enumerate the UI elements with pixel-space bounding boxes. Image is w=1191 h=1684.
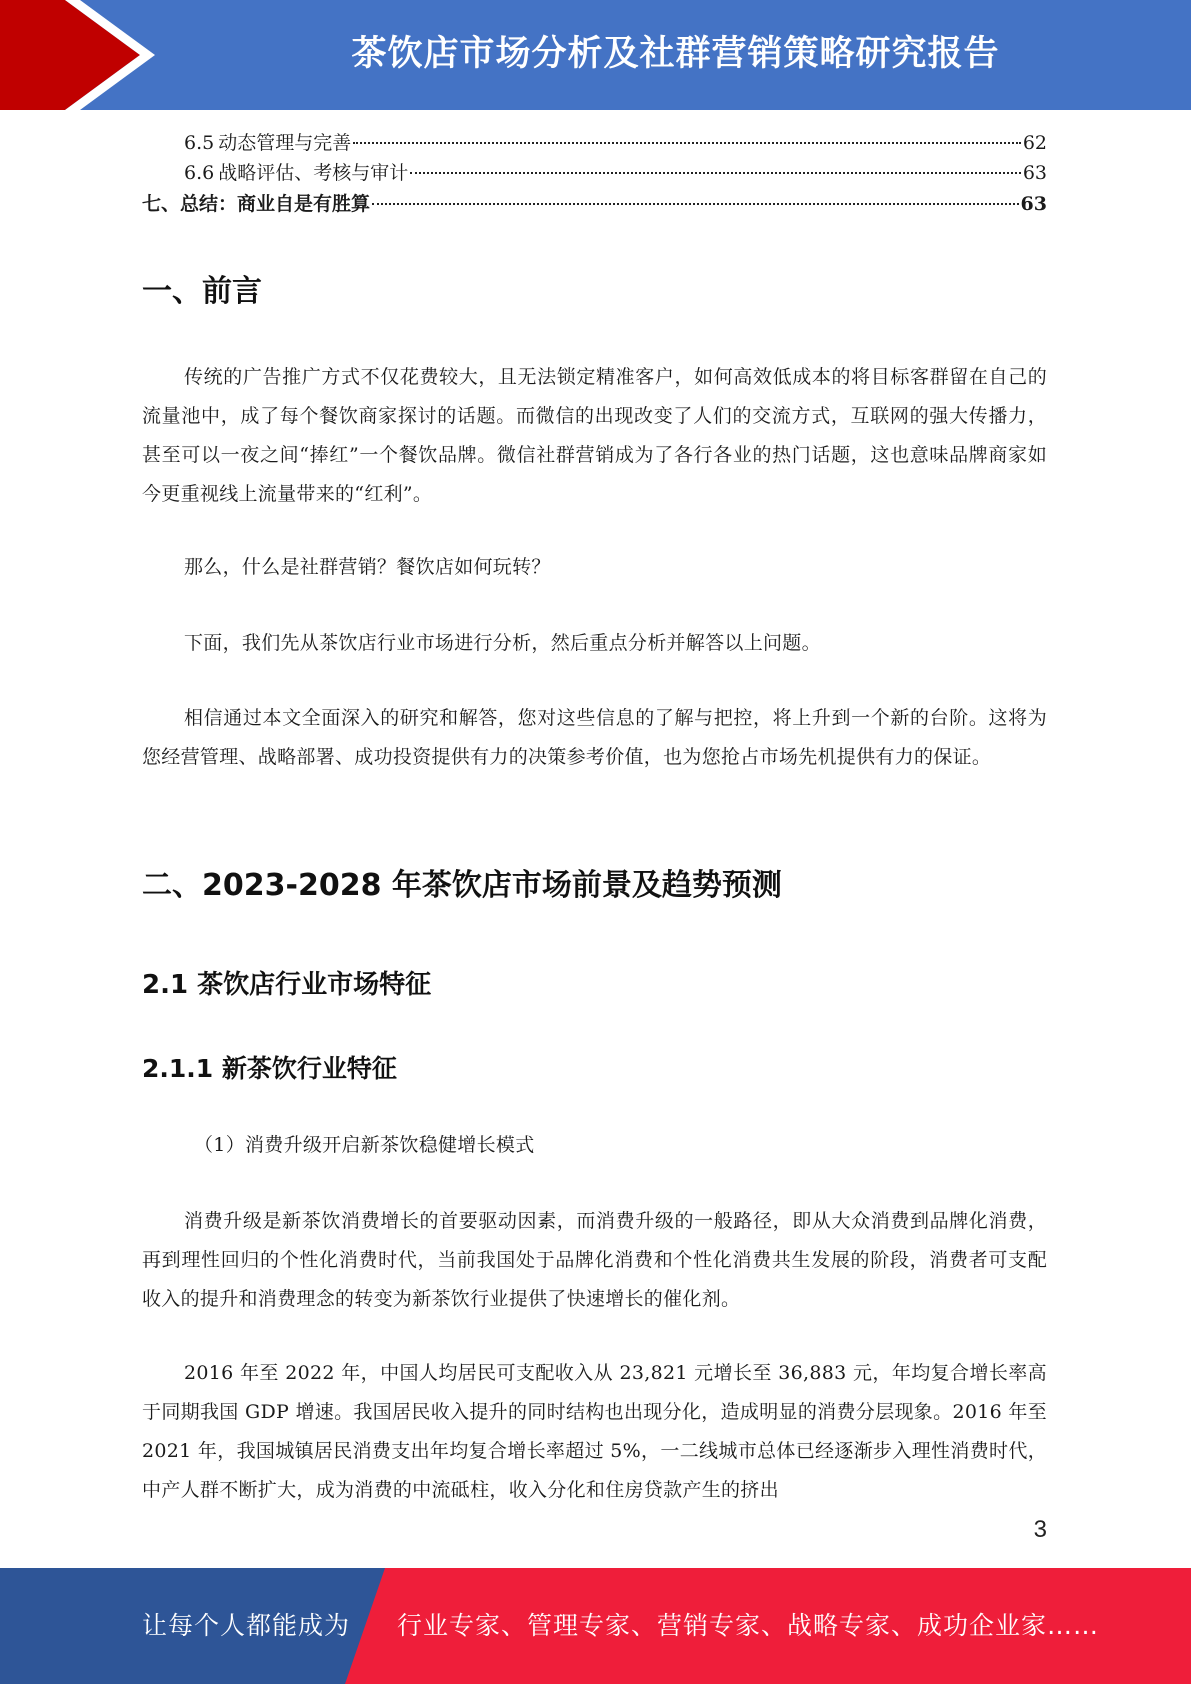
- body-paragraph: 消费升级是新茶饮消费增长的首要驱动因素，而消费升级的一般路径，即从大众消费到品牌化消费，再到理性回归的个性化消费时代，当前我国处于品牌化消费和个性化消费共生发展的阶段，消费者可支配收入的提升和消费理念的转变为新茶饮行业提供了快速增长的催化剂。: [142, 1210, 1047, 1310]
- toc-label: 战略评估、考核与审计: [218, 162, 409, 184]
- section-heading-forecast: 二、2023-2028 年茶饮店市场前景及趋势预测: [142, 868, 782, 903]
- toc-page: 62: [1022, 132, 1047, 154]
- toc-page: 63: [1022, 162, 1047, 184]
- section-heading-preface: 一、前言: [142, 274, 262, 309]
- body-paragraph: 相信通过本文全面深入的研究和解答，您对这些信息的了解与把控，将上升到一个新的台阶。这将为您经营管理、战略部署、成功投资提供有力的决策参考价值，也为您抢占市场先机提供有力的保证。: [142, 707, 1047, 768]
- body-paragraph: 2016 年至 2022 年，中国人均居民可支配收入从 23,821 元增长至 36,883 元，年均复合增长率高于同期我国 GDP 增速。我国居民收入提升的同时结构也出现分化，造成明显的消费分层现象。2016 年至 2021 年，我国城镇居民消费支出年均复合增长率超过 5%，一二线城市总体已经逐渐步入理性消费时代，中产人群不断扩大，成为消费的中流砥柱，收入分化和住房贷款产生的挤出: [142, 1362, 1047, 1501]
- header-banner: [0, 0, 1191, 110]
- toc-leader-dots: [353, 142, 1021, 144]
- toc-number: 6.6: [184, 162, 215, 184]
- footer-slogan-left: 让每个人都能成为: [142, 1611, 351, 1640]
- list-item-heading: （1）消费升级开启新茶饮稳健增长模式: [194, 1134, 535, 1156]
- toc-leader-dots: [410, 172, 1021, 174]
- subsubsection-heading: 2.1.1 新茶饮行业特征: [142, 1054, 397, 1083]
- toc-label: 总结：商业自是有胜算: [180, 193, 371, 215]
- page-number: 3: [1033, 1516, 1047, 1543]
- toc-entry[interactable]: [142, 159, 1047, 187]
- toc-leader-dots: [372, 203, 1019, 205]
- toc-number: 七、: [142, 193, 181, 215]
- toc-label: 动态管理与完善: [218, 132, 352, 154]
- toc-entry[interactable]: [142, 190, 1047, 218]
- footer-banner: [0, 1568, 1191, 1684]
- report-title: 茶饮店市场分析及社群营销策略研究报告: [351, 34, 1000, 74]
- footer-slogan-right: 行业专家、管理专家、营销专家、战略专家、成功企业家……: [397, 1611, 1100, 1640]
- subsection-heading: 2.1 茶饮店行业市场特征: [142, 970, 432, 1000]
- body-paragraph: 那么，什么是社群营销？餐饮店如何玩转？: [184, 556, 551, 578]
- toc-number: 6.5: [184, 132, 215, 154]
- body-paragraph: 传统的广告推广方式不仅花费较大，且无法锁定精准客户，如何高效低成本的将目标客群留在自己的流量池中，成了每个餐饮商家探讨的话题。而微信的出现改变了人们的交流方式，互联网的强大传播力，甚至可以一夜之间“捧红”一个餐饮品牌。微信社群营销成为了各行各业的热门话题，这也意味品牌商家如今更重视线上流量带来的“红利”。: [142, 366, 1047, 505]
- toc-page: 63: [1020, 193, 1047, 215]
- body-paragraph: 下面，我们先从茶饮店行业市场进行分析，然后重点分析并解答以上问题。: [184, 632, 821, 654]
- toc-entry[interactable]: [142, 129, 1047, 157]
